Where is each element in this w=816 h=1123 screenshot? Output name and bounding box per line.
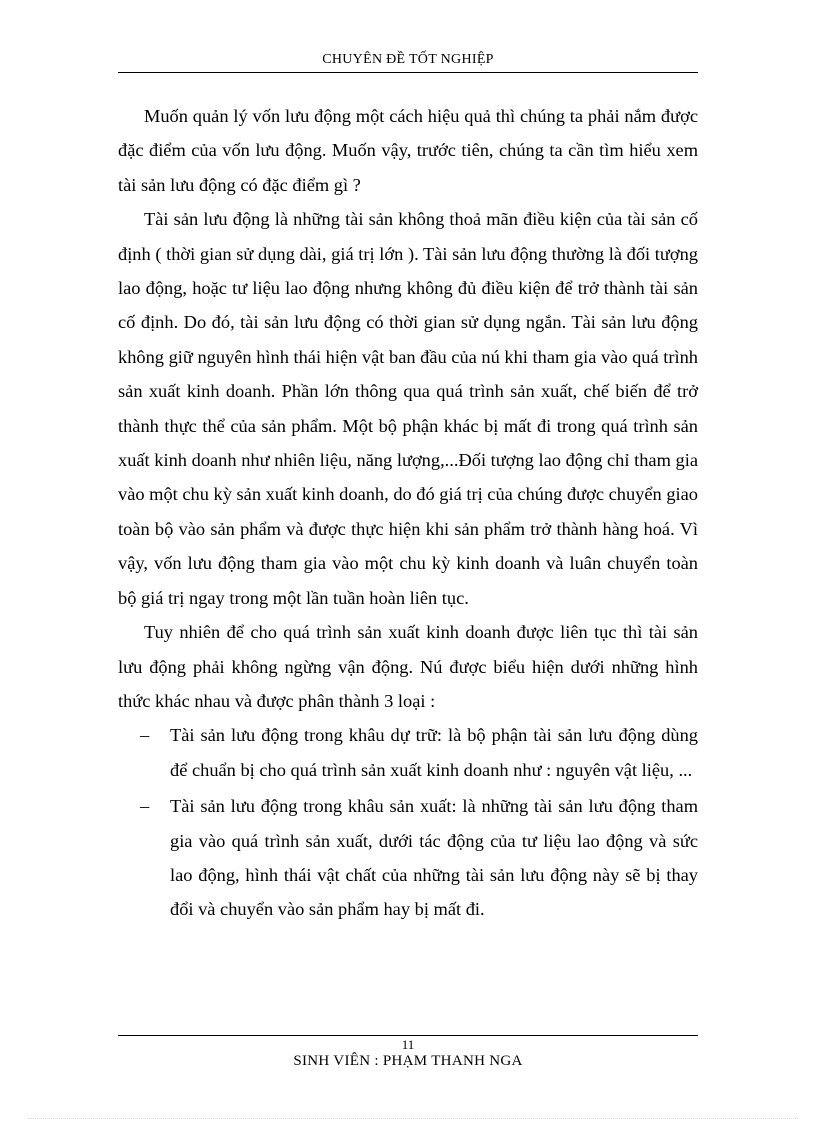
paragraph-2: Tài sản lưu động là những tài sản không thoả mãn điều kiện của tài sản cố định ( thời gian sử dụng dài, giá trị lớn ). Tài sản lưu động thường là đối tượng lao động, hoặc tư liệu lao động nhưng không đủ điều kiện để trở thành tài sản cố định. Do đó, tài sản lưu động có thời gian sử dụng ngắn. Tài sản lưu động không giữ nguyên hình thái hiện vật ban đầu của nú khi tham gia vào quá trình sản xuất kinh doanh. Phần lớn thông qua quá trình sản xuất, chế biến để trở thành thực thể của sản phẩm. Một bộ phận khác bị mất đi trong quá trình sản xuất kinh doanh như nhiên liệu, năng lượng,...Đối tượng lao động chỉ tham gia vào một chu kỳ sản xuất kinh doanh, do đó giá trị của chúng được chuyển giao toàn bộ vào sản phẩm và được thực hiện khi sản phẩm trở thành hàng hoá. Vì vậy, vốn lưu động tham gia vào một chu kỳ kinh doanh và luân chuyển toàn bộ giá trị ngay trong một lần tuần hoàn liên tục. (118, 209, 698, 608)
dash-bullet-icon: – (140, 725, 150, 746)
header-title: CHUYÊN ĐỀ TỐT NGHIỆP (322, 52, 494, 67)
paragraph-1: Muốn quản lý vốn lưu động một cách hiệu quả thì chúng ta phải nắm được đặc điểm của vốn lưu động. Muốn vậy, trước tiên, chúng ta cần tìm hiểu xem tài sản lưu động có đặc điểm gì ? (118, 106, 698, 195)
list-item-text: Tài sản lưu động trong khâu dự trữ: là bộ phận tài sản lưu động dùng để chuẩn bị cho quá trình sản xuất kinh doanh như : nguyên vật liệu, ... (170, 725, 698, 780)
list-item (118, 789, 698, 927)
paragraph-3: Tuy nhiên để cho quá trình sản xuất kinh doanh được liên tục thì tài sản lưu động phải không ngừng vận động. Nú được biểu hiện dưới những hình thức khác nhau và được phân thành 3 loại : (118, 622, 698, 711)
page-edge-divider (28, 1118, 798, 1119)
header-divider (118, 72, 698, 73)
list-item (118, 718, 698, 787)
list-item-text: Tài sản lưu động trong khâu sản xuất: là những tài sản lưu động tham gia vào quá trình sản xuất, dưới tác động của tư liệu lao động và sức lao động, hình thái vật chất của những tài sản lưu động này sẽ bị thay đổi và chuyển vào sản phẩm hay bị mất đi. (170, 796, 698, 920)
footer-divider (118, 1035, 698, 1036)
dash-bullet-icon: – (140, 796, 150, 817)
footer-author: SINH VIÊN : PHẠM THANH NGA (293, 1053, 523, 1069)
page-number: 11 (401, 1037, 415, 1052)
bullet-list (118, 718, 698, 926)
document-body (118, 99, 698, 927)
